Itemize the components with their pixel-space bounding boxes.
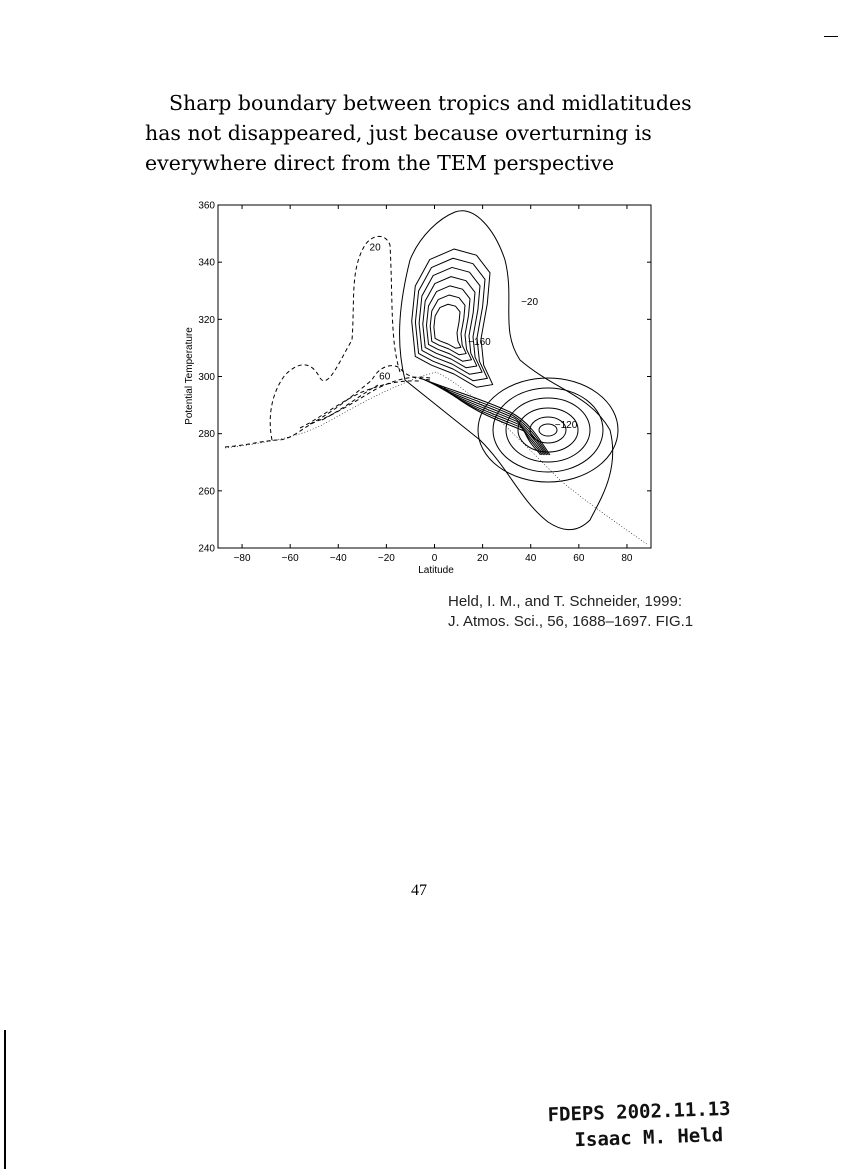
y-axis-label: Potential Temperature xyxy=(184,327,195,425)
x-tick-label: −20 xyxy=(377,553,395,564)
contour-dashed-inner-3 xyxy=(322,385,378,420)
citation-line-1: Held, I. M., and T. Schneider, 1999: xyxy=(448,593,683,610)
x-axis-label: Latitude xyxy=(418,565,454,576)
contour-label-minus20: −20 xyxy=(521,297,539,309)
citation-line-2: J. Atmos. Sci., 56, 1688–1697. FIG.1 xyxy=(448,613,694,630)
plot-frame xyxy=(218,205,651,548)
contour-label-minus120: −120 xyxy=(554,419,578,431)
x-tick-label: −80 xyxy=(233,553,251,564)
scan-edge-mark xyxy=(4,1030,6,1169)
y-tick-label: 340 xyxy=(198,257,215,269)
contour-tropical-7 xyxy=(434,304,461,348)
y-tick-label: 280 xyxy=(198,429,215,441)
contours xyxy=(225,211,648,545)
contour-dashed-inner-2 xyxy=(310,366,430,424)
contour-midlat-2 xyxy=(493,388,603,472)
y-tick-label: 360 xyxy=(198,200,215,212)
page-number: 47 xyxy=(411,882,427,899)
dotted-boundary xyxy=(225,372,648,545)
x-tick-label: 80 xyxy=(621,553,633,564)
contour-band-4 xyxy=(432,383,545,455)
x-tick-label: 60 xyxy=(573,553,585,564)
figure-citation xyxy=(448,592,693,632)
handwritten-note xyxy=(547,1094,789,1154)
y-tick-label: 300 xyxy=(198,372,215,383)
handwritten-line-1: FDEPS 2002.11.13 xyxy=(547,1097,731,1127)
handwritten-line-2: Isaac M. Held xyxy=(574,1124,724,1152)
contour-label-20: 20 xyxy=(369,242,381,254)
x-tick-label: −40 xyxy=(329,553,347,564)
y-ticks xyxy=(198,201,651,555)
contour-midlat-1 xyxy=(478,378,618,482)
x-tick-label: 0 xyxy=(431,553,438,564)
x-tick-label: 20 xyxy=(477,553,489,564)
contour-label-minus160: −160 xyxy=(468,337,491,349)
y-tick-label: 260 xyxy=(198,486,215,498)
y-tick-label: 240 xyxy=(198,543,215,555)
contour-band-2 xyxy=(424,380,548,455)
x-tick-label: 40 xyxy=(525,553,537,564)
contour-label-60: 60 xyxy=(379,371,391,383)
scan-corner-mark xyxy=(824,36,838,37)
contour-dashed-outer xyxy=(270,236,400,440)
contour-band-3 xyxy=(428,381,547,455)
body-paragraph: Sharp boundary between tropics and midlatitudes has not disappeared, just because overturning is everywhere direct from the TEM perspective xyxy=(145,91,692,175)
x-tick-label: −60 xyxy=(281,553,299,564)
y-tick-label: 320 xyxy=(198,314,215,326)
